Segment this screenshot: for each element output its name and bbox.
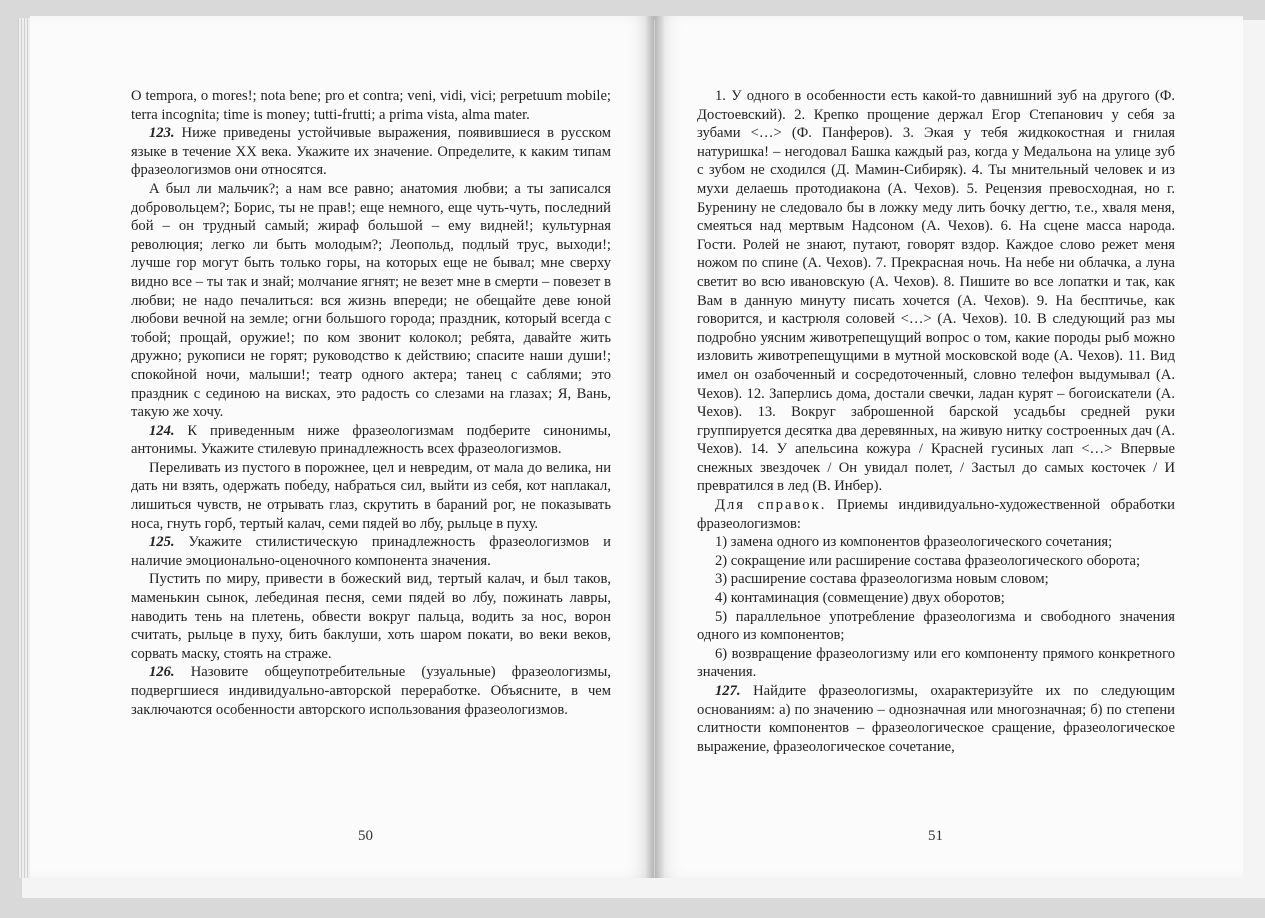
right-paragraph [697,87,1175,496]
paragraph-text: 4) контаминация (совмещение) двух оборотов; [715,590,1005,607]
left-page-text [131,87,611,719]
paragraph-text: Ниже приведены устойчивые выражения, появившиеся в русском языке в течение XX века. Укажите их значение. Определите, к каким типам фразеологизмов они относятся. [131,125,611,179]
paragraph-text: К приведенным ниже фразеологизмам подберите синонимы, антонимы. Укажите стилевую принадлежность всех фразеологизмов. [131,422,611,458]
exercise-number: 125. [149,534,175,551]
paragraph-text: 5) параллельное употребление фразеологизма и свободного значения одного из компонентов; [697,608,1175,644]
paragraph-text: А был ли мальчик?; а нам все равно; анатомия любви; а ты записался добровольцем?; Борис, ты не прав!; еще немного, еще чуть-чуть, последний бой – он трудный самый; жираф большой – ему видней!; культурная революция; легко ли быть молодым?; Леопольд, подлый трус, выходи!; лучше гор могут быть только горы, на которых еще не бывал; мне сверху видно все – ты так и знай; молчание ягнят; не везет мне в смерти – повезет в любви; не надо печалиться: вся жизнь впереди; не обещайте деве юной любови вечной на земле; огни большого города; праздник, который всегда с тобой; прощай, оружие!; по ком звонит колокол; ребята, давайте жить дружно; рукописи не горят; руководство к действию; спасите наши души!; спокойной ночи, малыши!; театр одного актера; танец с саблями; это праздник с сединою на висках, это радость со слезами на глазах; Я, Вань, такую же хочу. [131,180,611,421]
left-paragraph [131,180,611,422]
right-paragraph [697,589,1175,608]
paragraph-text: 1) замена одного из компонентов фразеологического сочетания; [715,534,1113,551]
left-paragraph [131,570,611,663]
page-number-right: 51 [928,828,943,844]
paragraph-text: Назовите общеупотребительные (узуальные) фразеологизмы, подвергшиеся индивидуально-авторской переработке. Объясните, в чем заключаются особенности авторского использования фразеологизмов. [131,664,611,718]
right-paragraph [697,552,1175,571]
paragraph-text: O tempora, o mores!; nota bene; pro et contra; veni, vidi, vici; perpetuum mobile; terra incognita; time is money; tutti-frutti; a prima vista, alma mater. [131,88,611,123]
paragraph-text: Найдите фразеологизмы, охарактеризуйте их по следующим основаниям: а) по значению – однозначная или многозначная; б) по степени слитности компонентов – фразеологическое сращение, фразеологическое выражение, фразеологическое сочетание, [697,683,1175,755]
paragraph-text: Переливать из пустого в порожнее, цел и невредим, от мала до велика, ни дать ни взять, одержать победу, набраться сил, выйти из себя, кот наплакал, лишиться чувств, не отрывать глаз, скрутить в бараний рог, не показывать носа, гнуть горб, тертый калач, семи пядей во лбу, рыльце в пуху. [131,459,611,532]
right-page-text [697,87,1175,756]
left-paragraph [131,124,611,180]
exercise-number: 123. [149,125,175,142]
left-paragraph [131,663,611,719]
left-paragraph [131,533,611,570]
left-paragraph [131,459,611,533]
paragraph-text: Приемы индивидуально-художественной обработки фразеологизмов: [697,497,1175,532]
paragraph-text: 1. У одного в особенности есть какой-то давнишний зуб на другого (Ф. Достоевский). 2. Крепко прощение держал Егор Степанович у себя за зубами <…> (Ф. Панферов). 3. Экая у тебя жидкокостная и гнилая натуришка! – негодовал Башка каждый раз, когда у Медальона на улице зуб с зубом не сходился (Д. Мамин-Сибиряк). 4. Ты мнительный человек и из мухи делаешь протодиакона (А. Чехов). 5. Рецензия превосходная, но г. Буренину не следовало бы в ложку меду лить бочку дегтю, т.е., хваля меня, смеяться над мертвым Надсоном (А. Чехов). 6. На сцене масса народа. Гости. Ролей не знают, путают, говорят вздор. Каждое слово режет меня ножом по спине (А. Чехов). 7. Прекрасная ночь. На небе ни облачка, а луна светит во всю ивановскую (А. Чехов). 8. Пишите во все лопатки и так, как Вам в данную минуту писать хочется (А. Чехов). 9. На бесптичье, как говорится, и кастрюля соловей <…> (А. Чехов). 10. В следующий раз мы подробно уясним животрепещущий вопрос о том, какие породы рыб можно изловить животрепещущими в мутной московской воде (А. Чехов). 11. Вид имел он озабоченный и сосредоточенный, словно телефон выдумывал (А. Чехов). 12. Заперлись дома, достали свечки, ладан курят – богоискатели (А. Чехов). 13. Вокруг заброшенной барской усадьбы средней руки группируется десятка два деревянных, на живую нитку состроенных дач (А. Чехов). 14. У апельсина кожура / Красней гусиных лап <…> Впервые снежных звездочек / Он увидал полет, / Застыл до самых косточек / И превратился в лед (В. Инбер). [697,88,1175,495]
paragraph-text: 2) сокращение или расширение состава фразеологического оборота; [715,552,1141,569]
exercise-number: 124. [149,422,175,439]
paragraph-text: 3) расширение состава фразеологизма новым словом; [715,571,1049,588]
left-paragraph [131,422,611,459]
right-paragraph [697,496,1175,533]
book-gutter [646,16,664,878]
right-paragraph [697,608,1175,645]
paragraph-text: Пустить по миру, привести в божеский вид, тертый калач, и был таков, маменькин сынок, лебединая песня, семи пядей во лбу, пожинать лавры, наводить тень на плетень, обвести вокруг пальца, водить за нос, ворон считать, рыльце в пуху, бить баклуши, хоть шаром покати, во веки веков, сорвать маску, стоять на страже. [131,571,611,662]
right-paragraph [697,645,1175,682]
left-paragraph [131,87,611,124]
right-paragraph [697,682,1175,756]
page-number-left: 50 [358,828,373,844]
paragraph-text: Укажите стилистическую принадлежность фразеологизмов и наличие эмоционально-оценочного компонента значения. [131,534,611,569]
exercise-number: 126. [149,664,175,681]
reference-heading: Для справок. [715,497,827,514]
page-edges [18,18,30,878]
right-paragraph [697,533,1175,552]
exercise-number: 127. [715,683,741,699]
right-paragraph [697,570,1175,589]
paragraph-text: 6) возвращение фразеологизму или его компоненту прямого конкретного значения. [697,645,1175,681]
